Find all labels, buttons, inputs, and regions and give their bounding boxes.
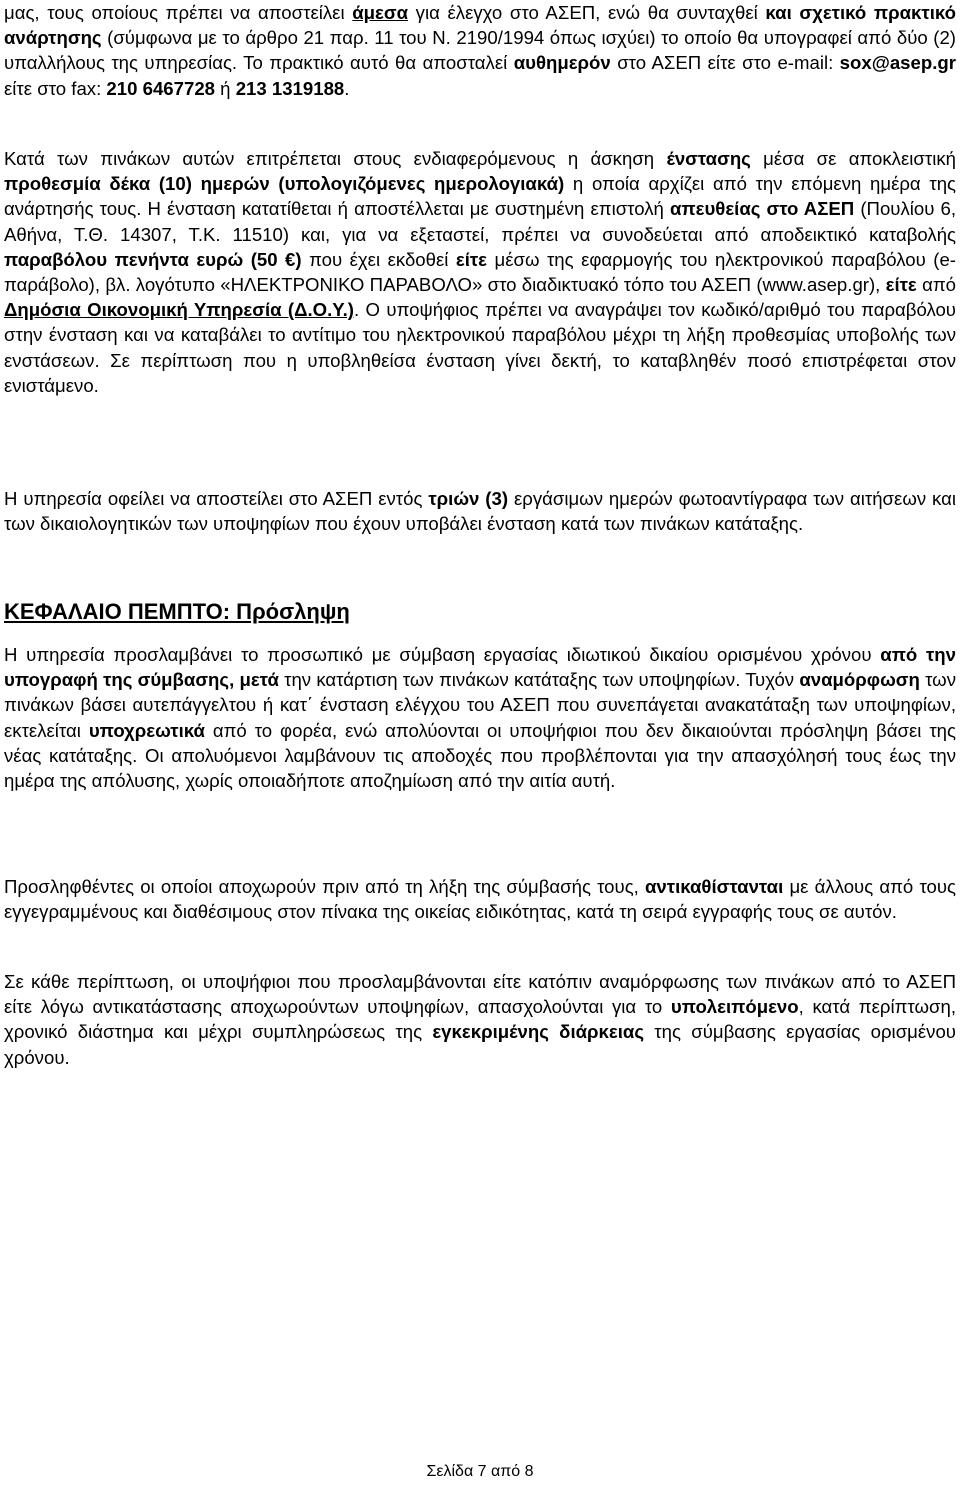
bold-text: ένστασης: [666, 148, 751, 169]
paragraph-employment-duration: [4, 969, 956, 1070]
bold-text: από την υπογραφή της σύμβασης, μετά: [4, 644, 957, 691]
text-run: Η υπηρεσία οφείλει να αποστείλει στο ΑΣΕΠ εντός: [4, 488, 429, 509]
text-run: των πινάκων βάσει αυτεπάγγελτου ή κατ΄ ένσταση ελέγχου του ΑΣΕΠ που συνεπάγεται ανακατάταξη των υποψηφίων, εκτελείται: [4, 669, 956, 741]
text-run: Προσληφθέντες οι οποίοι αποχωρούν πριν από τη λήξη της σύμβασής τους,: [4, 876, 645, 897]
bold-underlined-text: άμεσα: [352, 2, 409, 23]
paragraph-objections: [4, 146, 956, 398]
text-run: Σε κάθε περίπτωση, οι υποψήφιοι που προσλαμβάνονται είτε κατόπιν αναμόρφωσης των πινάκων από το ΑΣΕΠ είτε λόγω αντικατάστασης αποχωρούντων υποψηφίων, απασχολούνται για το: [4, 971, 956, 1018]
bold-text: αυθημερόν: [513, 52, 611, 74]
bold-text: παραβόλου πενήντα ευρώ (50 €): [4, 248, 302, 270]
bold-text: αναμόρφωση: [799, 669, 920, 691]
text-run: μέσω της εφαρμογής του ηλεκτρονικού παραβόλου (e-παράβολο), βλ. λογότυπο «ΗΛΕΚΤΡΟΝΙΚΟ ΠΑΡΑΒΟΛΟ» στο διαδικτυακό τόπο του ΑΣΕΠ (www.asep.gr),: [4, 248, 956, 296]
paragraph-service-obligation: [4, 486, 956, 536]
text-run: . Ο υποψήφιος πρέπει να αναγράψει τον κωδικό/αριθμό του παραβόλου στην ένσταση και να καταβάλει το αντίτιμο του ηλεκτρονικού παραβόλου μέχρι τη λήξη προθεσμίας υποβολής των ενστάσεων. Σε περίπτωση που η υποβληθείσα ένσταση γίνει δεκτή, το καταβληθέν ποσό επιστρέφεται στον ενιστάμενο.: [4, 299, 956, 396]
text-run: την κατάρτιση των πινάκων κατάταξης των υποψηφίων. Τυχόν: [278, 669, 800, 691]
text-run: (σύμφωνα με το άρθρο 21 παρ. 11 του Ν. 2190/1994 όπως ισχύει) το οποίο θα υπογραφεί από δύο (2) υπαλλήλους της υπηρεσίας. Το πρακτικό αυτό θα αποσταλεί: [4, 27, 956, 74]
bold-text: υποχρεωτικά: [88, 719, 205, 741]
text-run: της σύμβασης εργασίας ορισμένου χρόνου.: [4, 1021, 956, 1068]
page-number-footer: Σελίδα 7 από 8: [426, 1463, 534, 1480]
bold-text: απευθείας στο ΑΣΕΠ: [669, 198, 855, 220]
text-run: από το φορέα, ενώ απολύονται οι υποψήφιοι που δεν δικαιούνται πρόσληψη βάσει της νέας κατάταξης. Οι απολυόμενοι λαμβάνουν τις αποδοχές που προβλέπονται για την απασχόλησή τους έως την ημέρα της απόλυσης, χωρίς οποιαδήποτε αποζημίωση από την αιτία αυτή.: [4, 719, 956, 792]
bold-text: τριών (3): [428, 488, 509, 509]
text-run: ή: [215, 77, 236, 99]
text-run: από: [916, 274, 956, 296]
bold-underlined-text: Δημόσια Οικονομική Υπηρεσία (Δ.Ο.Υ.): [4, 299, 354, 321]
text-run: η οποία αρχίζει από την επόμενη ημέρα της ανάρτησής τους. Η ένσταση κατατίθεται ή αποστέλλεται με συστημένη επιστολή: [4, 173, 957, 220]
paragraph-submission-to-asep: [4, 0, 956, 101]
paragraph-replacement: [4, 874, 956, 924]
chapter-heading: ΚΕΦΑΛΑΙΟ ΠΕΜΠΤΟ: Πρόσληψη: [4, 599, 350, 624]
text-run: Η υπηρεσία προσλαμβάνει το προσωπικό με σύμβαση εργασίας ιδιωτικού δικαίου ορισμένου χρόνου: [4, 644, 881, 665]
text-run: , κατά περίπτωση, χρονικό διάστημα και μέχρι συμπληρώσεως της: [4, 996, 956, 1043]
bold-text: και σχετικό πρακτικό ανάρτησης: [4, 2, 956, 49]
text-run: που έχει εκδοθεί: [301, 248, 456, 270]
paragraph-hiring: [4, 642, 956, 793]
text-run: .: [344, 77, 350, 99]
text-run: μας, τους οποίους πρέπει να αποστείλει: [4, 2, 353, 23]
bold-text: προθεσμία δέκα (10) ημερών (υπολογιζόμενες ημερολογιακά): [4, 173, 565, 195]
text-run: με άλλους από τους εγγεγραμμένους και διαθέσιμους στον πίνακα της οικείας ειδικότητας, κατά τη σειρά εγγραφής τους σε αυτόν.: [4, 876, 956, 923]
bold-text: είτε: [885, 274, 917, 296]
text-run: μέσα σε αποκλειστική: [750, 148, 956, 169]
text-run: είτε στο fax:: [4, 77, 107, 99]
text-run: για έλεγχο στο ΑΣΕΠ, ενώ θα συνταχθεί: [408, 2, 766, 23]
text-run: Κατά των πινάκων αυτών επιτρέπεται στους ενδιαφερόμενους η άσκηση: [4, 148, 667, 169]
bold-text: αντικαθίστανται: [645, 876, 784, 897]
bold-text: υπολειπόμενο: [670, 996, 799, 1018]
fax-number: 210 6467728: [106, 77, 215, 99]
email-address: sox@asep.gr: [839, 52, 956, 74]
bold-text: εγκεκριμένης διάρκειας: [432, 1021, 645, 1043]
text-run: στο ΑΣΕΠ είτε στο e-mail:: [610, 52, 840, 74]
fax-number: 213 1319188: [235, 77, 345, 99]
text-run: εργάσιμων ημερών φωτοαντίγραφα των αιτήσεων και των δικαιολογητικών των υποψηφίων που έχουν υποβάλει ένσταση κατά των πινάκων κατάταξης.: [4, 488, 956, 535]
text-run: (Πουλίου 6, Αθήνα, Τ.Θ. 14307, Τ.Κ. 11510) και, για να εξεταστεί, πρέπει να συνοδεύεται από αποδεικτικό καταβολής: [4, 198, 957, 245]
bold-text: είτε: [455, 248, 487, 270]
